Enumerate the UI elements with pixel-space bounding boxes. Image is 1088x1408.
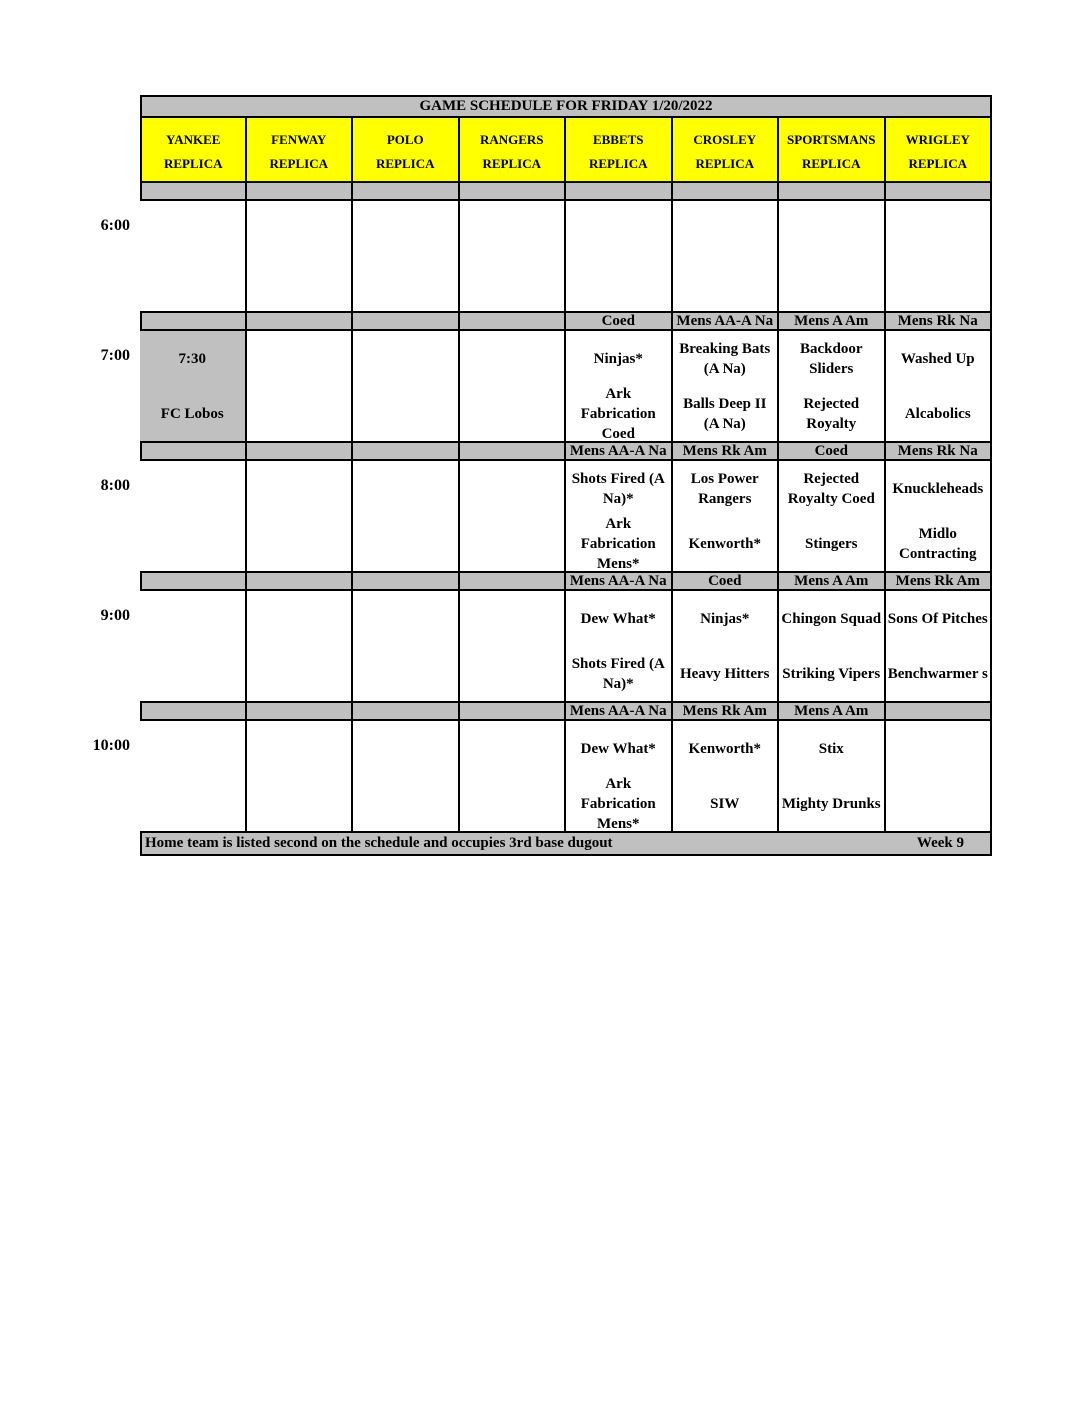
time-label: 8:00 [100,477,130,494]
away-team [248,721,351,776]
division-label: Mens AA-A Na [673,313,780,329]
home-team [141,256,244,311]
home-team [248,256,351,311]
home-team [461,776,564,831]
home-team: Striking Vipers [782,665,881,682]
field-subtitle: REPLICA [482,156,541,171]
division-label [353,443,460,459]
field-name: RANGERS [479,132,544,147]
field-subtitle: REPLICA [163,156,223,171]
game-cell [353,201,460,311]
division-label [140,443,247,459]
field-subtitle: REPLICA [908,156,967,171]
away-team: Breaking Bats (A Na) [679,340,771,377]
time-slot-row [92,721,992,833]
game-cell [566,201,673,311]
game-cell [140,461,247,571]
home-team [354,646,457,701]
game-cell [566,461,673,571]
game-cell [673,461,780,571]
game-cell [779,591,886,701]
home-team [354,386,457,441]
home-team: Mighty Drunks [781,795,881,812]
home-team: Ark Fabrication Mens* [580,516,656,571]
division-label [353,313,460,329]
field-header-polo [353,118,460,181]
away-team [461,591,564,646]
footer-note: Home team is listed second on the schedule and occupies 3rd base dugout [145,835,613,851]
home-team: Balls Deep II (A Na) [683,395,767,432]
division-row [140,183,992,201]
time-slot-row [100,331,992,443]
field-header-crosley [673,118,780,181]
away-team [141,461,244,516]
division-row [140,313,992,331]
division-label [140,313,247,329]
game-cell [886,331,993,441]
game-cell [460,331,567,441]
game-cell [779,461,886,571]
division-label [353,703,460,719]
time-label: 7:00 [100,347,130,364]
field-name: POLO [386,132,424,147]
division-label [247,183,354,199]
home-team: Midlo Contracting [899,525,977,562]
game-cell [140,201,247,311]
division-label [460,443,567,459]
away-team [567,201,670,256]
division-label [247,313,354,329]
home-team: Heavy Hitters [679,665,770,682]
home-team: Shots Fired (A Na)* [571,655,665,692]
division-label [460,183,567,199]
time-label: 9:00 [100,607,130,624]
away-team [248,461,351,516]
time-label: 6:00 [100,217,130,234]
game-cell [673,201,780,311]
away-team: Kenworth* [688,740,761,757]
division-label [247,573,354,589]
away-team [354,201,457,256]
division-label [353,183,460,199]
home-team: Benchwarmer s [887,665,988,682]
home-team [461,646,564,701]
away-team [780,201,883,256]
division-label: Mens Rk Am [673,443,780,459]
away-team: Los Power Rangers [690,470,759,507]
field-subtitle: REPLICA [801,156,861,171]
away-team [141,591,244,646]
time-label: 10:00 [92,737,130,754]
division-label: Mens Rk Na [886,313,993,329]
division-label [353,573,460,589]
division-label: Coed [566,313,673,329]
field-name: CROSLEY [693,132,757,147]
game-cell [353,461,460,571]
home-team [248,646,351,701]
away-team: Dew What* [580,610,656,627]
away-team [354,591,457,646]
game-cell [673,721,780,831]
game-cell [140,331,247,441]
division-label: Mens Rk Am [673,703,780,719]
away-team [674,201,777,256]
division-label: Mens A Am [779,703,886,719]
field-name: FENWAY [271,132,327,147]
game-cell [247,331,354,441]
game-cell [779,721,886,831]
division-label: Mens A Am [779,573,886,589]
home-team: Stingers [805,535,858,552]
game-cell [886,721,993,831]
away-team: Dew What* [580,740,656,757]
away-team [248,331,351,386]
home-team [461,516,564,571]
home-team: Kenworth* [688,535,761,552]
division-label: Mens Rk Na [886,443,993,459]
field-subtitle: REPLICA [375,156,435,171]
away-team [887,201,990,256]
home-team [780,256,883,311]
field-header-ebbets [566,118,673,181]
away-team [461,461,564,516]
game-cell [886,201,993,311]
home-team [461,256,564,311]
game-cell [566,591,673,701]
game-cell [566,721,673,831]
division-label: Mens A Am [779,313,886,329]
away-team: Ninjas* [700,610,750,627]
division-label [247,443,354,459]
away-team [141,721,244,776]
game-cell [673,591,780,701]
game-cell [247,201,354,311]
division-label: Mens AA-A Na [566,443,673,459]
field-subtitle: REPLICA [588,156,648,171]
away-team [141,201,244,256]
field-name: SPORTSMANS [787,132,876,147]
field-header-row [140,118,992,183]
field-header-sportsmans [779,118,886,181]
game-cell [247,461,354,571]
home-team [141,646,244,701]
game-cell [673,331,780,441]
home-team [141,516,244,571]
division-label [247,703,354,719]
home-team: Alcabolics [904,405,971,422]
division-row [140,443,992,461]
game-cell [460,721,567,831]
home-team [674,256,777,311]
division-row [140,573,992,591]
away-team [248,201,351,256]
away-team [461,721,564,776]
home-team [354,516,457,571]
division-label [460,573,567,589]
division-label [779,183,886,199]
home-team: SIW [710,795,740,812]
home-team [887,256,990,311]
field-header-yankee [140,118,247,181]
away-team: Washed Up [900,350,975,367]
away-team [248,591,351,646]
division-label [140,703,247,719]
schedule-title: GAME SCHEDULE FOR FRIDAY 1/20/2022 [140,95,992,118]
time-slot-row [100,591,992,703]
field-subtitle: REPLICA [269,156,328,171]
division-row [140,703,992,721]
field-header-rangers [460,118,567,181]
away-team [887,721,990,776]
home-team [248,776,351,831]
field-name: YANKEE [166,132,221,147]
game-cell [886,591,993,701]
away-team: 7:30 [178,350,206,367]
home-team: Rejected Royalty [803,395,860,432]
game-cell [247,721,354,831]
division-label: Coed [779,443,886,459]
away-team: Ninjas* [593,350,643,367]
away-team: Knuckleheads [892,480,984,497]
game-cell [353,721,460,831]
away-team: Stix [818,740,844,757]
division-label: Mens AA-A Na [566,573,673,589]
home-team: Ark Fabrication Coed [580,386,656,441]
division-label: Coed [673,573,780,589]
division-label: Mens Rk Am [886,573,993,589]
division-label [566,183,673,199]
game-cell [886,461,993,571]
away-team [354,461,457,516]
home-team [887,776,990,831]
division-label [140,183,247,199]
home-team [248,386,351,441]
game-cell [460,461,567,571]
home-team [248,516,351,571]
home-team [461,386,564,441]
game-cell [140,591,247,701]
game-cell [460,591,567,701]
field-name: EBBETS [592,132,644,147]
division-label [460,313,567,329]
division-label [886,703,993,719]
division-label: Mens AA-A Na [566,703,673,719]
away-team: Chingon Squad [781,610,882,627]
week-label: Week 9 [916,835,964,851]
game-cell [140,721,247,831]
time-slot-row [100,461,992,573]
field-header-fenway [247,118,354,181]
field-subtitle: REPLICA [695,156,754,171]
division-label [673,183,780,199]
game-cell [566,331,673,441]
division-label [140,573,247,589]
away-team [354,331,457,386]
game-cell [779,201,886,311]
away-team [461,201,564,256]
schedule-table [92,95,992,856]
game-cell [353,331,460,441]
game-cell [353,591,460,701]
away-team: Shots Fired (A Na)* [571,470,665,507]
away-team [354,721,457,776]
away-team: Backdoor Sliders [799,340,863,377]
game-cell [460,201,567,311]
away-team: Sons Of Pitches [887,610,988,627]
home-team [354,256,457,311]
away-team [461,331,564,386]
footer-bar [140,833,992,856]
home-team [141,776,244,831]
game-cell [247,591,354,701]
home-team [567,256,670,311]
field-name: WRIGLEY [905,132,970,147]
division-label [460,703,567,719]
away-team: Rejected Royalty Coed [787,470,875,507]
division-label [886,183,993,199]
home-team [354,776,457,831]
home-team: FC Lobos [160,405,224,422]
home-team: Ark Fabrication Mens* [580,776,656,831]
field-header-wrigley [886,118,993,181]
time-slot-row [100,201,992,313]
game-cell [779,331,886,441]
